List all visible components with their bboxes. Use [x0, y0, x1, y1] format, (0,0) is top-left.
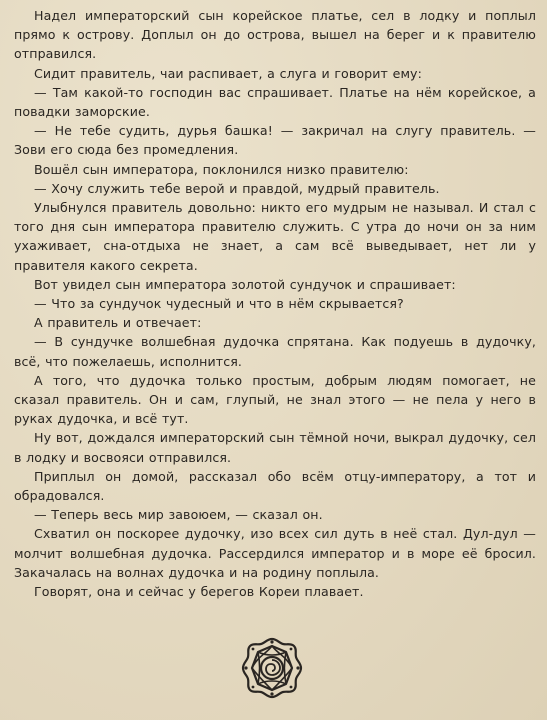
- paragraph-13: Ну вот, дождался императорский сын тёмной ночи, выкрал дудочку, сел в лодку и восвояси отправился.: [14, 430, 536, 465]
- paragraph-16: Схватил он поскорее дудочку, изо всех сил дуть в неё стал. Дул-дул — молчит волшебная дудочка. Рассердился император и в море её бросил. Закачалась на волнах дудочка и на родину поплыла.: [14, 526, 536, 580]
- paragraph-2: Сидит правитель, чаи распивает, а слуга и говорит ему:: [34, 65, 422, 81]
- paragraph-1: Надел императорский сын корейское платье, сел в лодку и поплыл прямо к острову. Доплыл он до острова, вышел на берег и к правителю отправился.: [14, 8, 536, 62]
- paragraph-3: — Там какой-то господин вас спрашивает. Платье на нём корейское, а повадки заморские.: [14, 84, 536, 120]
- paragraph-9: — Что за сундучок чудесный и что в нём скрывается?: [34, 296, 404, 312]
- paragraph-5: Вошёл сын императора, поклонился низко правителю:: [34, 161, 409, 177]
- paragraph-12: А того, что дудочка только простым, добрым людям помогает, не сказал правитель. Он и сам, глупый, не знал этого — не пела у него в руках дудочка, и всё тут.: [14, 372, 536, 427]
- paragraph-4: — Не тебе судить, дурья башка! — закричал на слугу правитель. — Зови его сюда без промедления.: [14, 123, 536, 158]
- paragraph-11: — В сундучке волшебная дудочка спрятана. Как подуешь в дудочку, всё, что пожелаешь, исполнится.: [14, 334, 536, 369]
- paragraph-7: Улыбнулся правитель довольно: никто его мудрым не называл. И стал с того дня сын императора правителю служить. С утра до ночи он за ним ухаживает, сна-отдыха не знает, а сам всё выведывает, нет ли у правителя какого секрета.: [14, 200, 536, 273]
- story-page: [14, 6, 536, 606]
- paragraph-15: — Теперь весь мир завоюем, — сказал он.: [34, 507, 323, 523]
- paragraph-17: Говорят, она и сейчас у берегов Кореи плавает.: [34, 584, 364, 600]
- celtic-knot-ornament-icon: [240, 636, 304, 700]
- paragraph-10: А правитель и отвечает:: [34, 315, 202, 331]
- paragraph-8: Вот увидел сын императора золотой сундучок и спрашивает:: [34, 276, 456, 292]
- paragraph-6: — Хочу служить тебе верой и правдой, мудрый правитель.: [34, 180, 440, 196]
- paragraph-14: Приплыл он домой, рассказал обо всём отцу-императору, а тот и обрадовался.: [14, 468, 536, 504]
